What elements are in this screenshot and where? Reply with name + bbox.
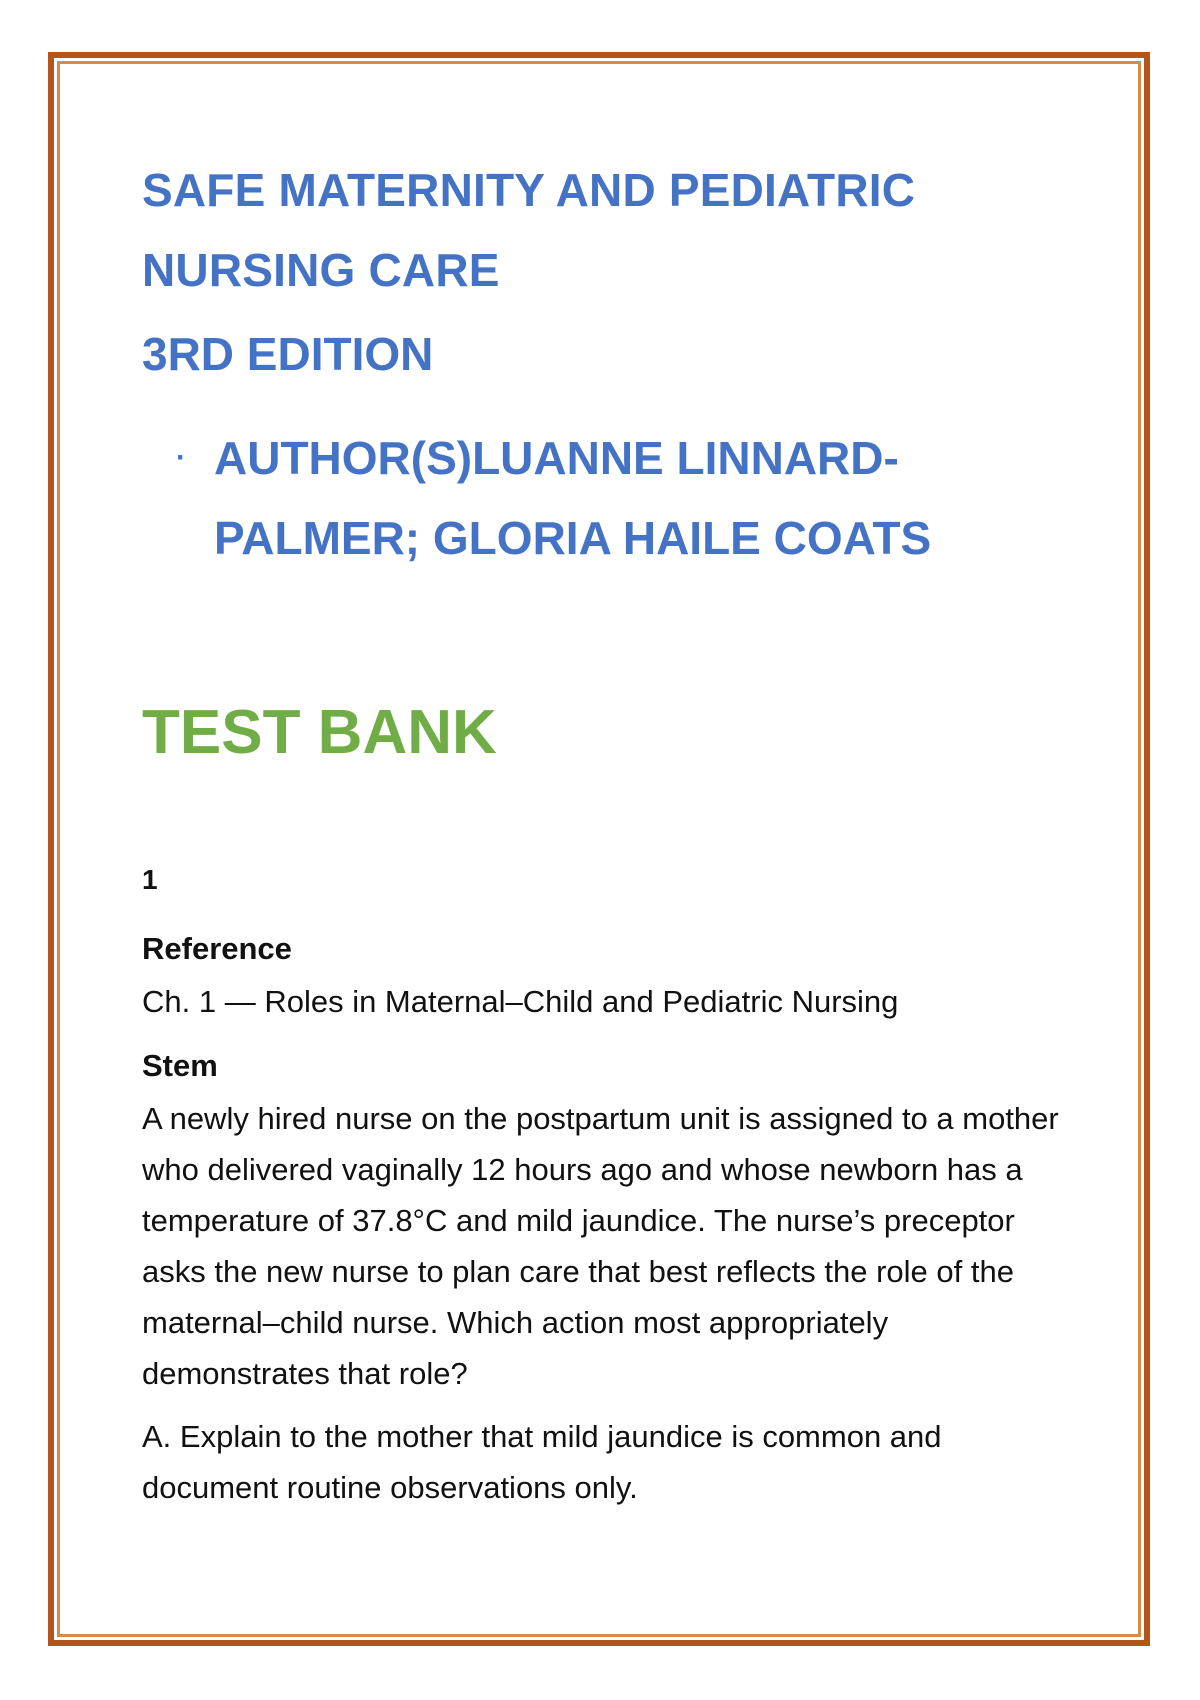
reference-text: Ch. 1 — Roles in Maternal–Child and Pediatric Nursing (142, 984, 899, 1019)
answer-option-a: A. Explain to the mother that mild jaundice is common and document routine observations only. (142, 1419, 942, 1505)
edition-label: 3RD EDITION (142, 328, 434, 380)
bullet-icon: · (176, 441, 186, 474)
reference-label: Reference (142, 931, 292, 966)
test-bank-heading: TEST BANK (142, 698, 497, 767)
stem-label: Stem (142, 1048, 218, 1083)
authors-line (142, 418, 1074, 578)
question-number: 1 (142, 864, 158, 895)
authors-text: AUTHOR(S)LUANNE LINNARD-PALMER; GLORIA HAILE COATS (214, 432, 932, 564)
stem-text: A newly hired nurse on the postpartum unit is assigned to a mother who delivered vaginally 12 hours ago and whose newborn has a temperature of 37.8°C and mild jaundice. The nurse’s preceptor asks the new nurse to plan care that best reflects the role of the maternal–child nurse. Which action most appropriately demonstrates that role? (142, 1101, 1059, 1391)
book-title: SAFE MATERNITY AND PEDIATRIC NURSING CARE (142, 164, 916, 296)
document-content (142, 150, 1082, 1513)
